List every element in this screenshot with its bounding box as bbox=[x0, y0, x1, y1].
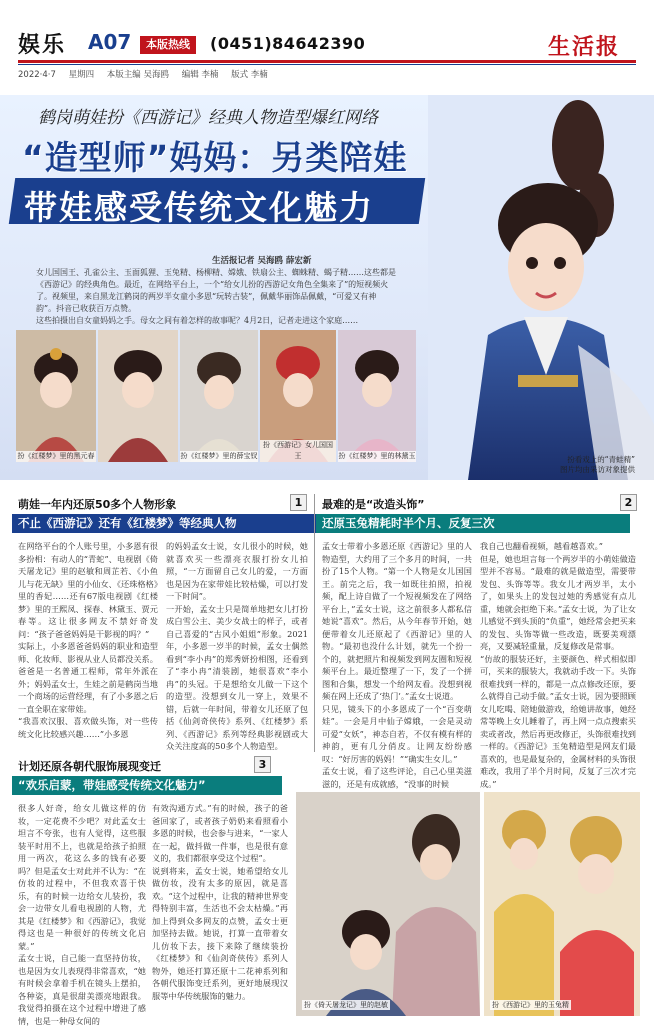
strip-photo-3 bbox=[260, 330, 336, 462]
section1-subtitle: 不止《西游记》还有《红楼梦》等经典人物 bbox=[12, 514, 318, 533]
photo-zhaomin-image bbox=[296, 792, 480, 1016]
hero-title-line1: “造型师”妈妈：另类陪娃 bbox=[22, 138, 408, 177]
page-number: A07 bbox=[88, 30, 132, 54]
photo-zhaomin bbox=[296, 792, 480, 1016]
section2-number: 2 bbox=[620, 494, 637, 511]
strip-caption-3: 扮《西游记》女儿国国王 bbox=[260, 440, 336, 462]
lead-paragraph bbox=[36, 267, 396, 327]
issue-meta bbox=[18, 68, 278, 80]
issue-date: 2022·4·7 bbox=[18, 70, 56, 80]
section3-col1: 很多人好奇，给女儿做这样的仿妆，一定花费不少吧？对此孟女士坦言不夸张，也有人觉得，这些服装平时用不上，也就是给孩子拍照用一两次，花这么多的钱有必要吗？但是孟女士对此并不认为：“在仿妆的过程中，不但我欢喜于快乐，有的时候一边给女儿装扮，我会一边带女儿看电视剧的人物，尤其是《红楼梦》和《西游记》，我觉得这也是一种很好的传统文化启蒙。” 孟女士说，自己能一直坚持仿妆，也是因为女儿表现得非常喜欢，“她有时候会拿着手机在镜头上摆拍，各种姿，真是很甜美漂亮地跟我。我觉得拍摄在这个过程中增进了感情，也是一种母女间的 bbox=[18, 803, 146, 1026]
section1-col2: 的妈妈孟女士说，女儿很小的时候，她就喜欢买一些漂亮衣服打扮女儿拍照，“一方面留自己女儿的爱，一方面也是因为在家带娃比较枯燥，可以打发一下时间”。 一开始，孟女士只是简单地把女儿打扮成白雪公主、美少女战士的样子，或者自己喜爱的“古风小姐姐”形象。2021年，小多恩一岁半的时候，孟女士偶然看到“李小冉”的郑秀妍扮相图，还看到了“李小冉”清装剧，她很喜欢“李小冉”的头冠。于是想给女儿做一下这个的造型。没想到女儿一穿上，效果不错，后就一年时间，带着女儿还原了包括《仙剑奇侠传》系列、《红楼梦》系列、《西游记》系列等经典影视剧或大众关注度高的50多个人物造型。 bbox=[166, 541, 308, 751]
strip-photo-1b bbox=[98, 330, 178, 462]
section3-title: 计划还原各朝代服饰展现变迁 bbox=[18, 760, 161, 773]
section1-title: 萌娃一年内还原50多个人物形象 bbox=[18, 498, 177, 511]
photo-yutu bbox=[484, 792, 640, 1016]
photo-zhaomin-caption: 扮《倚天屠龙记》里的赵敏 bbox=[304, 1001, 388, 1009]
strip-photo-2-image bbox=[180, 330, 258, 462]
section2-col2: 我自己也翻看视频，越看越喜欢。” 但是，她也坦言每一个两岁半的小萌娃做造型并不容易。“最难的就是做造型，需要带发包、头饰等等。我女儿才两岁半，太小了，如果头上的发包过她的秀感觉有点儿重，她就会拒绝下来。”孟女士说，为了让女儿感觉不到头顶的“负重”，她经常会把买来的发包、头饰等做一些改造，既要美观漂亮，又要减轻重量，反复修改是常事。 “仿故的服装还好，主要颜色、样式相似即可，买来的服装大，我就动手改一下。头饰很难找到一样的，都是一点点修改还原，要么就得自己动手做。”孟女士说，因为要照顾女儿吃喝、陪她做游戏，给她讲故事，她经常等晚上女儿睡着了，再上网一点点搜索买卖或者改，然后再更改修正，头饰很难找到一样的。《西游记》玉兔精造型是网友们最喜欢的，也是最复杂的，金属材料的头饰很难改，我用了半个月时间，反复了三次才完成。” bbox=[480, 541, 636, 789]
header-rule bbox=[18, 60, 636, 63]
editor: 编辑 李楠 bbox=[181, 70, 219, 80]
strip-caption-1: 扮《红楼梦》里的黑元春 bbox=[17, 452, 95, 460]
photo-yutu-caption: 扮《西游记》里的玉兔精 bbox=[492, 1001, 569, 1009]
section1-col1: 在网络平台的个人账号里，小多恩有很多扮相：有动人的“青蛇”、电视剧《倚天屠龙记》里的赵敏和周芷若、《小鱼儿与花无缺》里的小仙女、《还珠格格》里的香妃……还有67版电视剧《红楼梦》里的王熙凤、探春、林黛玉、贾元春等。这让很多网友不禁好奇发问：“孩子爸爸妈妈是干影视的吗？” 实际上，小多恩爸爸妈妈的职业和造型师、化妆师、影视从业人员都没关系。爸爸是一名普通工程师，常年外派在外；妈妈孟女士，生娃之前是鹤岗当地一个商场的运营经理，有了小多恩之后一直全职在家带娃。 “我喜欢汉服、喜欢做头饰，对一些传统文化比较感兴趣……”小多恩 bbox=[18, 541, 158, 739]
strip-photo-4 bbox=[338, 330, 416, 462]
strip-photo-1b-image bbox=[98, 330, 178, 462]
costume-photo-strip bbox=[16, 330, 416, 480]
strip-photo-1-image bbox=[16, 330, 96, 462]
hero-photo-caption bbox=[560, 455, 635, 475]
section3-col2: 有效沟通方式。”有的时候，孩子的爸爸回家了，或者孩子奶奶来看照看小多恩的时候，也会参与进来，“一家人在一起，做抖做一件事，也是很有意义的，我们都很享受这个过程”。 说到将来，孟女士说，她希望给女儿做仿妆，没有太多的原因，就是喜欢。“这个过程中，让我的精神世界变得特别丰富，生活也不会太枯燥。”再加上得到众多网友的点赞，孟女士更加坚持去做。她说，打算一直带着女儿仿妆下去，接下来除了继续装扮《红楼梦》和《仙剑奇侠传》系列人物外，她还打算还原十二花神系列和各朝代服饰变迁系列，更好地展现汉服等中华传统服饰的魅力。 bbox=[152, 803, 288, 1001]
column-divider bbox=[314, 494, 315, 752]
strip-photo-2 bbox=[180, 330, 258, 462]
byline: 生活报记者 吴海鸥 薛宏新 bbox=[212, 256, 312, 266]
section2-subtitle: 还原玉兔精耗时半个月、反复三次 bbox=[316, 514, 630, 533]
lead-text: 女儿国国王、孔雀公主、玉面狐狸、玉兔精、杨柳精、嫦娥、铁扇公主、蜘蛛精、蝎子精……这些都是《西游记》的经典角色。最近，在网络平台上，一个“给女儿扮的西游记女角色全集来了”的短视频火了。视频里，来自黑龙江鹤岗的两岁半女童小多恩“玩转古装”，佩戴华丽饰品佩戴，“可爱又有神韵”。抖音已收获百万点赞。 bbox=[36, 268, 396, 313]
paper-logo: 生活报 bbox=[548, 34, 621, 60]
strip-caption-2: 扮《红楼梦》里的薛宝钗 bbox=[180, 452, 258, 460]
photo-yutu-image bbox=[484, 792, 640, 1016]
header-rule-blue bbox=[18, 64, 636, 65]
strip-caption-4: 扮《红楼梦》里的林黛玉 bbox=[338, 452, 416, 460]
strip-photo-1 bbox=[16, 330, 96, 462]
hero-overtitle: 鹤岗萌娃扮《西游记》经典人物造型爆红网络 bbox=[38, 108, 378, 128]
section3-subtitle: “欢乐启蒙，带娃感受传统文化魅力” bbox=[12, 776, 282, 795]
hero-caption-line2: 图片均由采访对象提供 bbox=[560, 465, 635, 474]
section3-number: 3 bbox=[254, 756, 271, 773]
strip-photo-4-image bbox=[338, 330, 416, 462]
section2-col1: 孟女士带着小多恩还原《西游记》里的人物造型，大约用了三个多月的时间，一共扮了15个人物。“第一个人物是女儿国国王。前完之后，我一如既往拍照，拍视频，配上诗自做了一个短视频发在了网络平台上，”孟女士说，这之前很多人都私信她说“喜欢”。然后，从今年春节开始，她便带着女儿还原起了《西游记》里的人物。“最初也没什么计划，就先一个扮一个的，就把照片和视频发到网友圈和短视频平台上。最近整理了一下，发了一个拼图和合集，想发一个给网友看。没想到视频在网上还成了‘热门’。”孟女士说道。 只见，镜头下的小多恩成了一个“百变萌娃”。一会是月中仙子嫦娥，一会是灵动可爱“女妖”，神态自若，不仅有模有样的神韵，更有几分俏皮。让网友纷纷感叹：“好厉害的妈妈！”“确实生女儿。” 孟女士说，看了这些评论，自己心里美滋滋的，还是有成就感，“没事的时候 bbox=[322, 541, 472, 789]
issue-weekday: 星期四 bbox=[68, 70, 95, 80]
hero-girl-photo bbox=[428, 95, 654, 480]
section2-title: 最难的是“改造头饰” bbox=[322, 498, 425, 511]
chief-editor: 本版主编 吴海鸥 bbox=[106, 70, 169, 80]
layout-editor: 版式 李楠 bbox=[231, 70, 268, 80]
hero-caption-line1: 扮看戏上的“青蛙精” bbox=[567, 455, 635, 464]
hero-title-line2: 带娃感受传统文化魅力 bbox=[24, 188, 374, 227]
section-name: 娱乐 bbox=[18, 32, 67, 58]
hotline-phone: (0451)84642390 bbox=[210, 34, 366, 53]
hotline-label: 本版热线 bbox=[140, 36, 196, 54]
lead-text-2: 这些拍摄出自女童妈妈之手。母女之间有着怎样的故事呢？4月2日，记者走进这个家庭…… bbox=[36, 316, 359, 325]
section1-number: 1 bbox=[290, 494, 307, 511]
